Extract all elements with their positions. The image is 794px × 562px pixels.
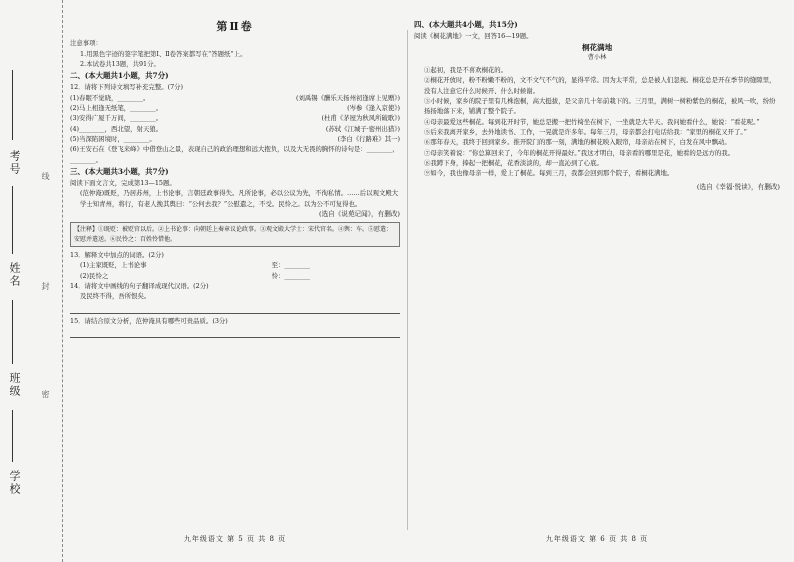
- q12-line-5: (5)当深陷困境时，________。 (李白《行路难》其一): [70, 134, 400, 143]
- page-footer: 九年级语文 第 5 页 共 8 页: [183, 534, 287, 543]
- binding-margin: [0, 0, 63, 562]
- exam-number-line: [12, 70, 13, 140]
- story-paragraph: ⑥那年春天，我终于回到家乡。推开院门的那一刻，满地的桐花映入眼帘，母亲站在树下，白发在风中飘动。: [424, 138, 731, 147]
- name-label: 姓名: [8, 262, 21, 288]
- question-15: 15．请结合原文分析，范仲淹具有哪些可贵品质。(3分): [70, 316, 228, 325]
- story-paragraph: ②桐花开放时，粉不粉嫩不粉的，文不文气不气的，显得平常。因为太平常，总是被人们忽视。桐花总是开在季节的缝隙里，没有人注意它什么时候开、什么时候谢。: [424, 76, 776, 95]
- class-line: [12, 300, 13, 364]
- story-paragraph: ①起初，我是不喜欢桐花的。: [424, 66, 508, 75]
- notice-item: 2.本试卷共13题，共91分。: [80, 59, 160, 68]
- story-paragraph: ③小时候，家乡的院子里有几株泡桐，高大挺拔，是父亲几十年前栽下的。三月里，满树一树粉紫色的桐花，被风一吹，纷纷扬扬地落下来，铺满了整个院子。: [424, 97, 776, 116]
- question-14: 14．请将文中画线的句子翻译成现代汉语。(2分): [70, 282, 209, 291]
- q12-line-4: (4)________，西北望，射天狼。 (苏轼《江城子·密州出猎》): [70, 124, 400, 133]
- story-paragraph: ⑦母亲笑着说：“你总算回来了，今年的桐花开得最好。”我这才明白，母亲看的哪里是花，她看的是远方的我。: [424, 148, 735, 157]
- story-title: 桐花满地: [581, 42, 613, 52]
- notice-item: 1.用黑色字迹的签字笔把第Ⅰ、Ⅱ卷答案都写在“答题纸”上。: [80, 49, 247, 58]
- section-title: 第Ⅱ卷: [216, 20, 254, 33]
- annotation-box: 【注释】①既贬：被贬官以后。②上书论事：向朝廷上奏章议论政事。③观文殿大学士：宋代官名。④舆：车。⑤慰遣：安慰并遣送。⑥民怜之：百姓怜惜他。: [70, 222, 400, 247]
- answer-line[interactable]: [70, 328, 400, 338]
- part-three-heading: 三、(本大题共3小题，共7分): [70, 166, 169, 176]
- story-paragraph: ⑨如今，我也像母亲一样，爱上了桐花。每到三月，我都会回到那个院子，看桐花满地。: [424, 169, 674, 178]
- q12-line-6: (6)王安石在《登飞来峰》中借登山之景，表现自己的政治理想和远大抱负，以及大无畏的胸怀的诗句是：________，________。: [70, 145, 399, 164]
- q13-item-2: (2)民怜之 怜：________: [80, 271, 310, 280]
- name-line: [12, 186, 13, 254]
- reading-instruction: 阅读《桐花满地》一文，回答16—19题。: [414, 32, 533, 41]
- story-source: (选自《幸福·悦读》，有删改): [696, 183, 780, 192]
- fold-mark-secret: 密: [41, 390, 50, 398]
- story-paragraph: ⑤后来我离开家乡，去外地读书、工作，一晃就是许多年。每年三月，母亲都会打电话给我：“家里的桐花又开了。”: [424, 127, 747, 136]
- question-12: 12．请将下列诗文填写补充完整。(7分): [70, 83, 184, 92]
- q12-line-3: (3)安得广厦千万间，________。 (杜甫《茅屋为秋风所破歌》): [70, 114, 400, 123]
- q12-line-2: (2)马上相逢无纸笔，________。 (岑参《逢入京使》): [70, 104, 400, 113]
- classical-passage: (范仲淹)既贬，乃居苏州，上书论事，言朝廷政事得失。凡所论事，必以公议为先，不徇私情。……后以观文殿大学士知青州，将行，有老人挽其舆曰：“公何去我？”公慰遣之，不受。民怜之。以为公不可复得也。: [80, 189, 399, 208]
- passage-source: (选自《说苑记闻》，有删改): [319, 210, 400, 219]
- story-paragraph: ④母亲最爱这些桐花。每到花开时节，她总是搬一把竹椅坐在树下，一坐就是大半天。我问她看什么，她说：“看花呢。”: [424, 117, 760, 126]
- notice-heading: 注意事项：: [70, 39, 102, 48]
- question-13: 13．解释文中加点的词语。(2分): [70, 251, 164, 260]
- fold-mark-seal: 封: [41, 282, 50, 290]
- school-line: [12, 410, 13, 462]
- answer-line[interactable]: [70, 304, 400, 314]
- page-6: [414, 18, 780, 548]
- reading-instruction: 阅读下面文言文，完成第13—15题。: [70, 179, 176, 188]
- story-paragraph: ⑧我蹲下身，捧起一把桐花，花香淡淡的，却一直沁到了心底。: [424, 158, 603, 167]
- page-divider: [407, 30, 408, 530]
- story-author: 曹小林: [587, 53, 607, 61]
- q13-item-1: (1)主家既贬，上书论事 至：________: [80, 261, 310, 270]
- class-label: 班级: [8, 372, 21, 398]
- part-four-heading: 四、(本大题共4小题，共15分): [414, 20, 518, 29]
- page-footer: 九年级语文 第 6 页 共 8 页: [545, 534, 649, 543]
- exam-number-label: 考号: [8, 150, 21, 176]
- q14-sentence: 及民终不得，吾所恨矣。: [80, 292, 151, 301]
- school-label: 学校: [8, 470, 21, 496]
- q12-line-1: (1)春眠不觉晓，________。 (刘禹锡《酬乐天扬州初逢席上见赠》): [70, 93, 400, 102]
- page-5: [70, 18, 400, 548]
- part-two-heading: 二、(本大题共1小题，共7分): [70, 71, 169, 81]
- fold-mark-line: 线: [41, 172, 50, 180]
